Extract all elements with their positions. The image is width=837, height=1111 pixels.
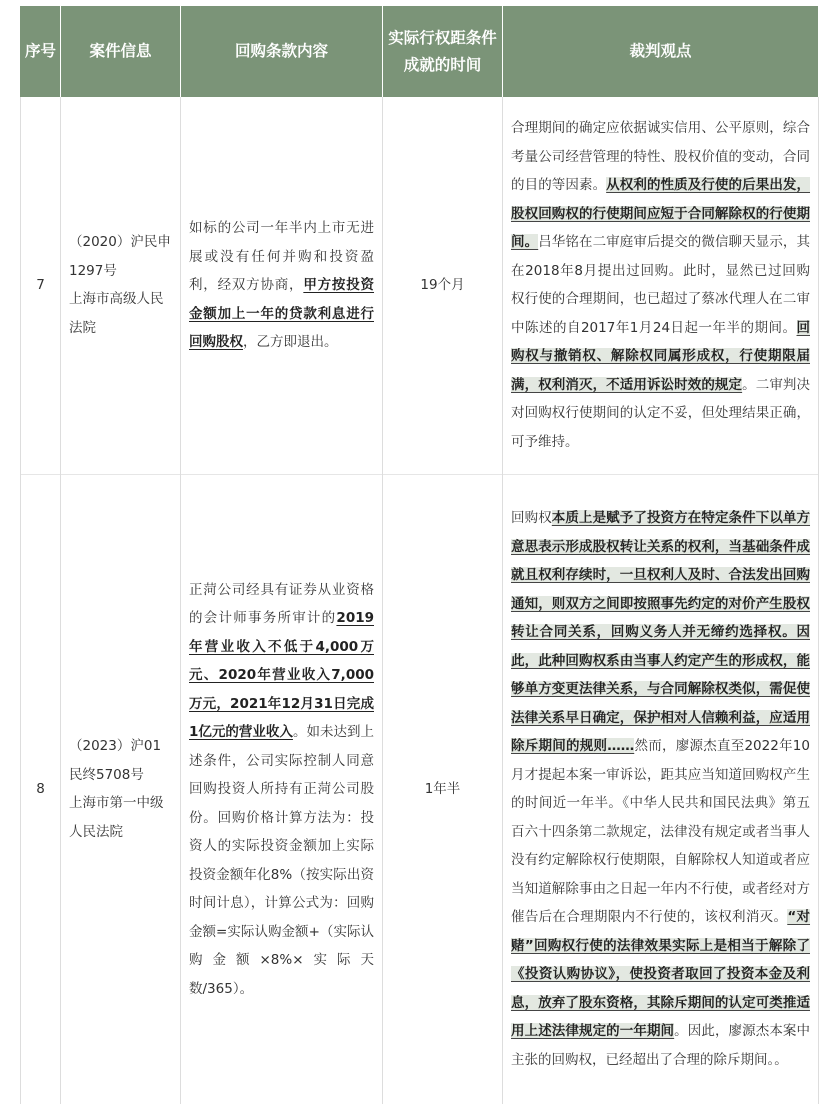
case-number: （2020）沪民申1297号 bbox=[69, 234, 171, 279]
header-clause: 回购条款内容 bbox=[181, 6, 383, 97]
row-seq: 8 bbox=[21, 474, 61, 1104]
table-row bbox=[21, 97, 819, 474]
case-number: （2023）沪01民终5708号 bbox=[69, 738, 162, 783]
clause-cell bbox=[181, 474, 383, 1104]
exercise-time: 1年半 bbox=[383, 474, 503, 1104]
view-highlight: 本质上是赋予了投资方在特定条件下以单方意思表示形成股权转让关系的权利，当基础条件成就且权利存续时，一旦权利人及时、合法发出回购通知，则双方之间即按照事先约定的对价产生股权转让合同关系，回购义务人并无缔约选择权。因此，此种回购权系由当事人约定产生的形成权，能够单方变更法律关系，与合同解除权类似，需促使法律关系早日确定，保护相对人信赖利益，应适用除斥期间的规则…… bbox=[511, 510, 811, 755]
view-text: 然而，廖源杰直至2022年10月才提起本案一审诉讼，距其应当知道回购权产生的时间近一年半。《中华人民共和国民法典》第五百六十四条第二款规定，法律没有规定或者当事人没有约定解除权行使期限，自解除权人知道或者应当知道解除事由之日起一年内不行使，或者经对方催告后在合理期限内不行使的，该权利消灭。 bbox=[511, 738, 810, 926]
row-seq: 7 bbox=[21, 97, 61, 474]
header-case-info: 案件信息 bbox=[61, 6, 181, 97]
view-highlight: 回购权与撤销权、解除权同属形成权，行使期限届满，权利消灭，不适用诉讼时效的规定 bbox=[511, 319, 810, 393]
view-text: 。二审判决对回购权行使期间的认定不妥，但处理结果正确，可予维持。 bbox=[511, 376, 811, 450]
court-name: 上海市高级人民法院 bbox=[69, 291, 164, 336]
header-view: 裁判观点 bbox=[503, 6, 819, 97]
header-seq: 序号 bbox=[21, 6, 61, 97]
clause-cell bbox=[181, 97, 383, 474]
clause-text: 。如未达到上述条件，公司实际控制人同意回购投资人所持有正菏公司股份。回购价格计算方法为：投资人的实际投资金额加上实际投资金额年化8%（按实际出资时间计息），计算公式为：回购金额=实际认购金额+（实际认购金额×8%×实际天数/365）。 bbox=[189, 724, 374, 997]
table-row bbox=[21, 474, 819, 1104]
case-table bbox=[20, 6, 819, 1104]
case-info-cell bbox=[61, 474, 181, 1104]
clause-emphasis: 甲方按投资金额加上一年的贷款利息进行回购股权 bbox=[189, 277, 375, 350]
court-name: 上海市第一中级人民法院 bbox=[69, 795, 164, 840]
view-text: 回购权 bbox=[511, 510, 552, 527]
exercise-time: 19个月 bbox=[383, 97, 503, 474]
header-row bbox=[21, 6, 819, 97]
case-info-cell bbox=[61, 97, 181, 474]
judgment-view-cell bbox=[503, 97, 819, 474]
clause-emphasis: 2019年营业收入不低于4,000万元、2020年营业收入7,000万元，2021年12月31日完成1亿元的营业收入 bbox=[189, 610, 374, 740]
view-text: 。因此，廖源杰本案中主张的回购权，已经超出了合理的除斥期间。。 bbox=[511, 1023, 811, 1068]
clause-text: 如标的公司一年半内上市无进展或没有任何并购和投资盈利，经双方协商， bbox=[189, 220, 374, 293]
view-highlight: 从权利的性质及行使的后果出发，股权回购权的行使期间应短于合同解除权的行使期间。 bbox=[511, 177, 811, 251]
view-text: 吕华铭在二审庭审后提交的微信聊天显示，其在2018年8月提出过回购。此时，显然已过回购权行使的合理期间，也已超过了蔡冰代理人在二审中陈述的自2017年1月24日起一年半的期间。 bbox=[511, 234, 811, 336]
clause-text: 正菏公司经具有证券从业资格的会计师事务所审计的 bbox=[189, 581, 374, 626]
view-text: 合理期间的确定应依据诚实信用、公平原则，综合考量公司经营管理的特性、股权价值的变动，合同的目的等因素。 bbox=[511, 120, 810, 194]
judgment-view-cell bbox=[503, 474, 819, 1104]
view-highlight: “对赌”回购权行使的法律效果实际上是相当于解除了《投资认购协议》，使投资者取回了投资本金及利息，放弃了股东资格，其除斥期间的认定可类推适用上述法律规定的一年期间 bbox=[511, 909, 811, 1040]
header-time: 实际行权距条件成就的时间 bbox=[383, 6, 503, 97]
clause-text: ，乙方即退出。 bbox=[243, 334, 338, 350]
